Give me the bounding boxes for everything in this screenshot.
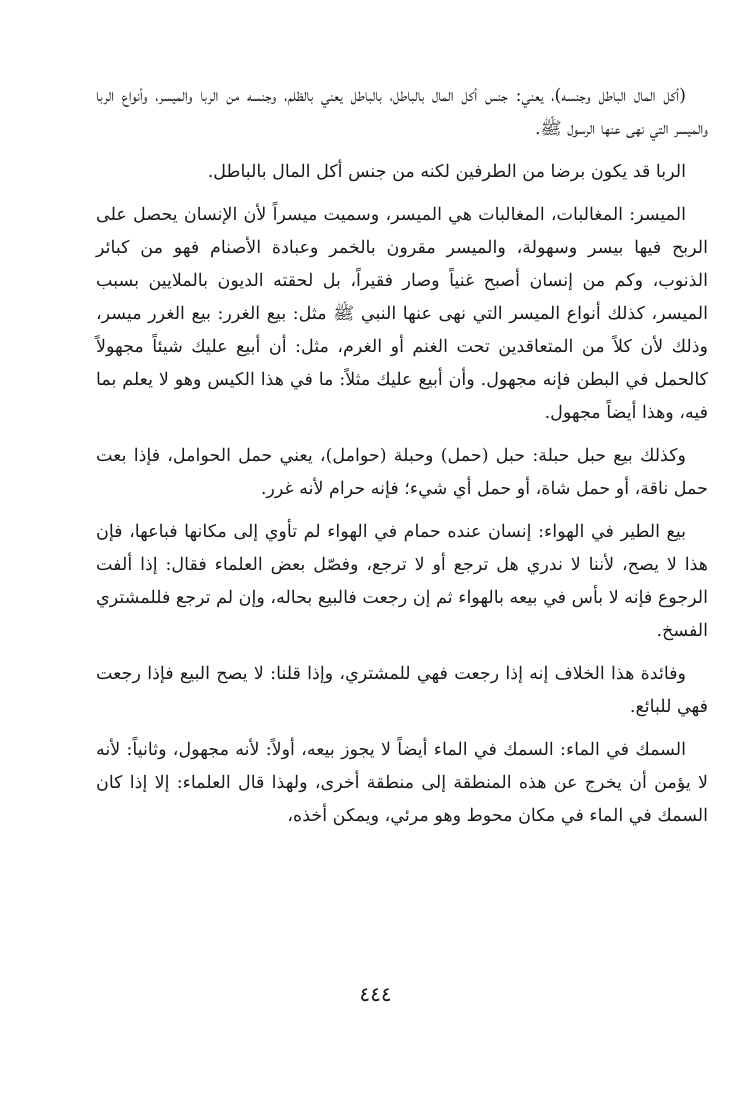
paragraph-bird-sale: بيع الطير في الهواء: إنسان عنده حمام في الهواء لم تأوي إلى مكانها فباعها، فإن هذا لا يصح، لأننا لا ندري هل ترجع أو لا ترجع، وفصّل بعض العلماء فقال: إذا ألفت الرجوع فإنه لا بأس في بيعه بالهواء ثم إن رجعت فالبيع بحاله، وإن لم ترجع فللمشتري الفسخ. bbox=[96, 522, 708, 641]
paragraph-batil: (أكل المال الباطل وجنسه)، يعني: جنس أكل المال بالباطل، بالباطل يعني بالظلم، وجنسه من الربا والميسر، وأنواع الربا والميسر التي نهى عنها الرسول ﷺ. bbox=[96, 86, 708, 139]
paragraph-habal-al-habala: وكذلك بيع حبل حبلة: حبل (حمل) وحبلة (حوامل)، يعني حمل الحوامل، فإذا بعت حمل ناقة، أو حمل شاة، أو حمل أي شيء؛ فإنه حرام لأنه غرر. bbox=[96, 446, 708, 499]
paragraph-maysir: الميسر: المغالبات، المغالبات هي الميسر، وسميت ميسراً لأن الإنسان يحصل على الربح فيها بيسر وسهولة، والميسر مقرون بالخمر وعبادة الأصنام فهو من كبائر الذنوب، وكم من إنسان أصبح غنياً وصار فقيراً، بل لحقته الديون بالملايين بسبب الميسر، كذلك أنواع الميسر التي نهى عنها النبي ﷺ مثل: بيع الغرر: بيع الغرر ميسر، وذلك لأن كلاً من المتعاقدين تحت الغنم أو الغرم، مثل: أن أبيع عليك شيئاً مجهولاً كالحمل في البطن فإنه مجهول. وأن أبيع عليك مثلاً: ما في هذا الكيس وهو لا يعلم بما فيه، وهذا أيضاً مجهول. bbox=[96, 205, 708, 423]
paragraph-riba: الربا قد يكون برضا من الطرفين لكنه من جنس أكل المال بالباطل. bbox=[207, 162, 686, 182]
page-body bbox=[96, 80, 708, 841]
paragraph-khilaf-benefit: وفائدة هذا الخلاف إنه إذا رجعت فهي للمشتري، وإذا قلنا: لا يصح البيع فإذا رجعت فهي للبائع. bbox=[96, 664, 708, 717]
paragraph-fish-sale: السمك في الماء: السمك في الماء أيضاً لا يجوز بيعه، أولاً: لأنه مجهول، وثانياً: لأنه لا يؤمن أن يخرج عن هذه المنطقة إلى منطقة أخرى، ولهذا قال العلماء: إلا إذا كان السمك في الماء في مكان محوط وهو مرئي، ويمكن أخذه، bbox=[96, 740, 708, 826]
page-number: ٤٤٤ bbox=[359, 982, 392, 1006]
